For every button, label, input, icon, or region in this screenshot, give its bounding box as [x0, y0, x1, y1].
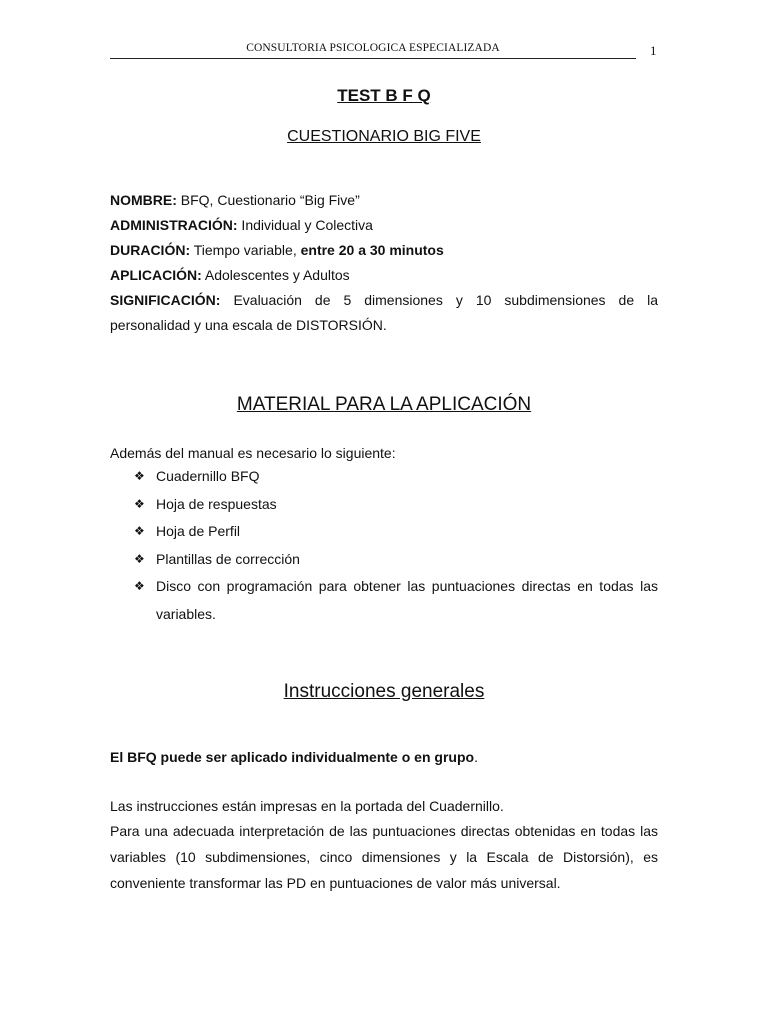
diamond-bullet-icon: ❖	[134, 579, 145, 593]
list-item	[134, 518, 658, 546]
list-item-text: Cuadernillo BFQ	[156, 468, 260, 484]
field-administracion-label: ADMINISTRACIÓN:	[110, 217, 238, 233]
document-title: TEST B F Q	[337, 86, 431, 105]
diamond-bullet-icon: ❖	[134, 524, 145, 538]
list-item	[134, 491, 658, 519]
field-nombre	[110, 188, 658, 213]
field-duracion-label: DURACIÓN:	[110, 242, 191, 258]
diamond-bullet-icon: ❖	[134, 469, 145, 483]
field-aplicacion-value: Adolescentes y Adultos	[201, 267, 350, 283]
field-significacion-value: Evaluación de 5 dimensiones y 10 subdimensiones de la personalidad y una escala de DISTORSIÓN.	[110, 292, 658, 333]
field-aplicacion	[110, 263, 658, 288]
field-aplicacion-label: APLICACIÓN:	[110, 267, 202, 283]
bold-statement	[110, 744, 658, 770]
field-duracion	[110, 238, 658, 263]
instructions-paragraph: Para una adecuada interpretación de las puntuaciones directas obtenidas en todas las variables (10 subdimensiones, cinco dimensiones y la Escala de Distorsión), es conveniente transformar las PD en puntuaciones de valor más universal.	[110, 823, 658, 891]
list-item-text: Hoja de Perfil	[156, 523, 241, 539]
field-significacion-label: SIGNIFICACIÓN:	[110, 292, 221, 308]
list-item	[134, 546, 658, 574]
instructions-line: Las instrucciones están impresas en la portada del Cuadernillo.	[110, 798, 504, 814]
list-item-text: Hoja de respuestas	[156, 495, 277, 512]
diamond-bullet-icon: ❖	[134, 496, 145, 511]
page-number: 1	[650, 43, 657, 58]
field-administracion-value: Individual y Colectiva	[237, 217, 373, 233]
document-subtitle: CUESTIONARIO BIG FIVE	[287, 128, 481, 145]
bold-statement-period: .	[474, 749, 478, 765]
field-administracion	[110, 213, 658, 238]
material-intro: Además del manual es necesario lo siguiente:	[110, 445, 396, 461]
instrucciones-heading: Instrucciones generales	[283, 681, 485, 702]
field-duracion-value: Tiempo variable,	[190, 242, 301, 258]
list-item-text: Plantillas de corrección	[156, 550, 300, 567]
list-item	[134, 463, 658, 491]
list-item	[134, 573, 658, 628]
field-significacion	[110, 288, 658, 338]
field-duracion-emphasis: entre 20 a 30 minutos	[300, 242, 444, 258]
field-nombre-value: BFQ, Cuestionario “Big Five”	[176, 192, 360, 208]
material-list	[134, 463, 658, 628]
running-header: CONSULTORIA PSICOLOGICA ESPECIALIZADA	[246, 42, 500, 54]
list-item-text: Disco con programación para obtener las puntuaciones directas en todas las variables.	[156, 578, 658, 622]
field-nombre-label: NOMBRE:	[110, 192, 177, 208]
bold-statement-text: El BFQ puede ser aplicado individualmente o en grupo	[110, 749, 475, 765]
material-heading: MATERIAL PARA LA APLICACIÓN	[236, 394, 532, 415]
header-rule	[110, 58, 636, 59]
diamond-bullet-icon: ❖	[134, 551, 145, 566]
